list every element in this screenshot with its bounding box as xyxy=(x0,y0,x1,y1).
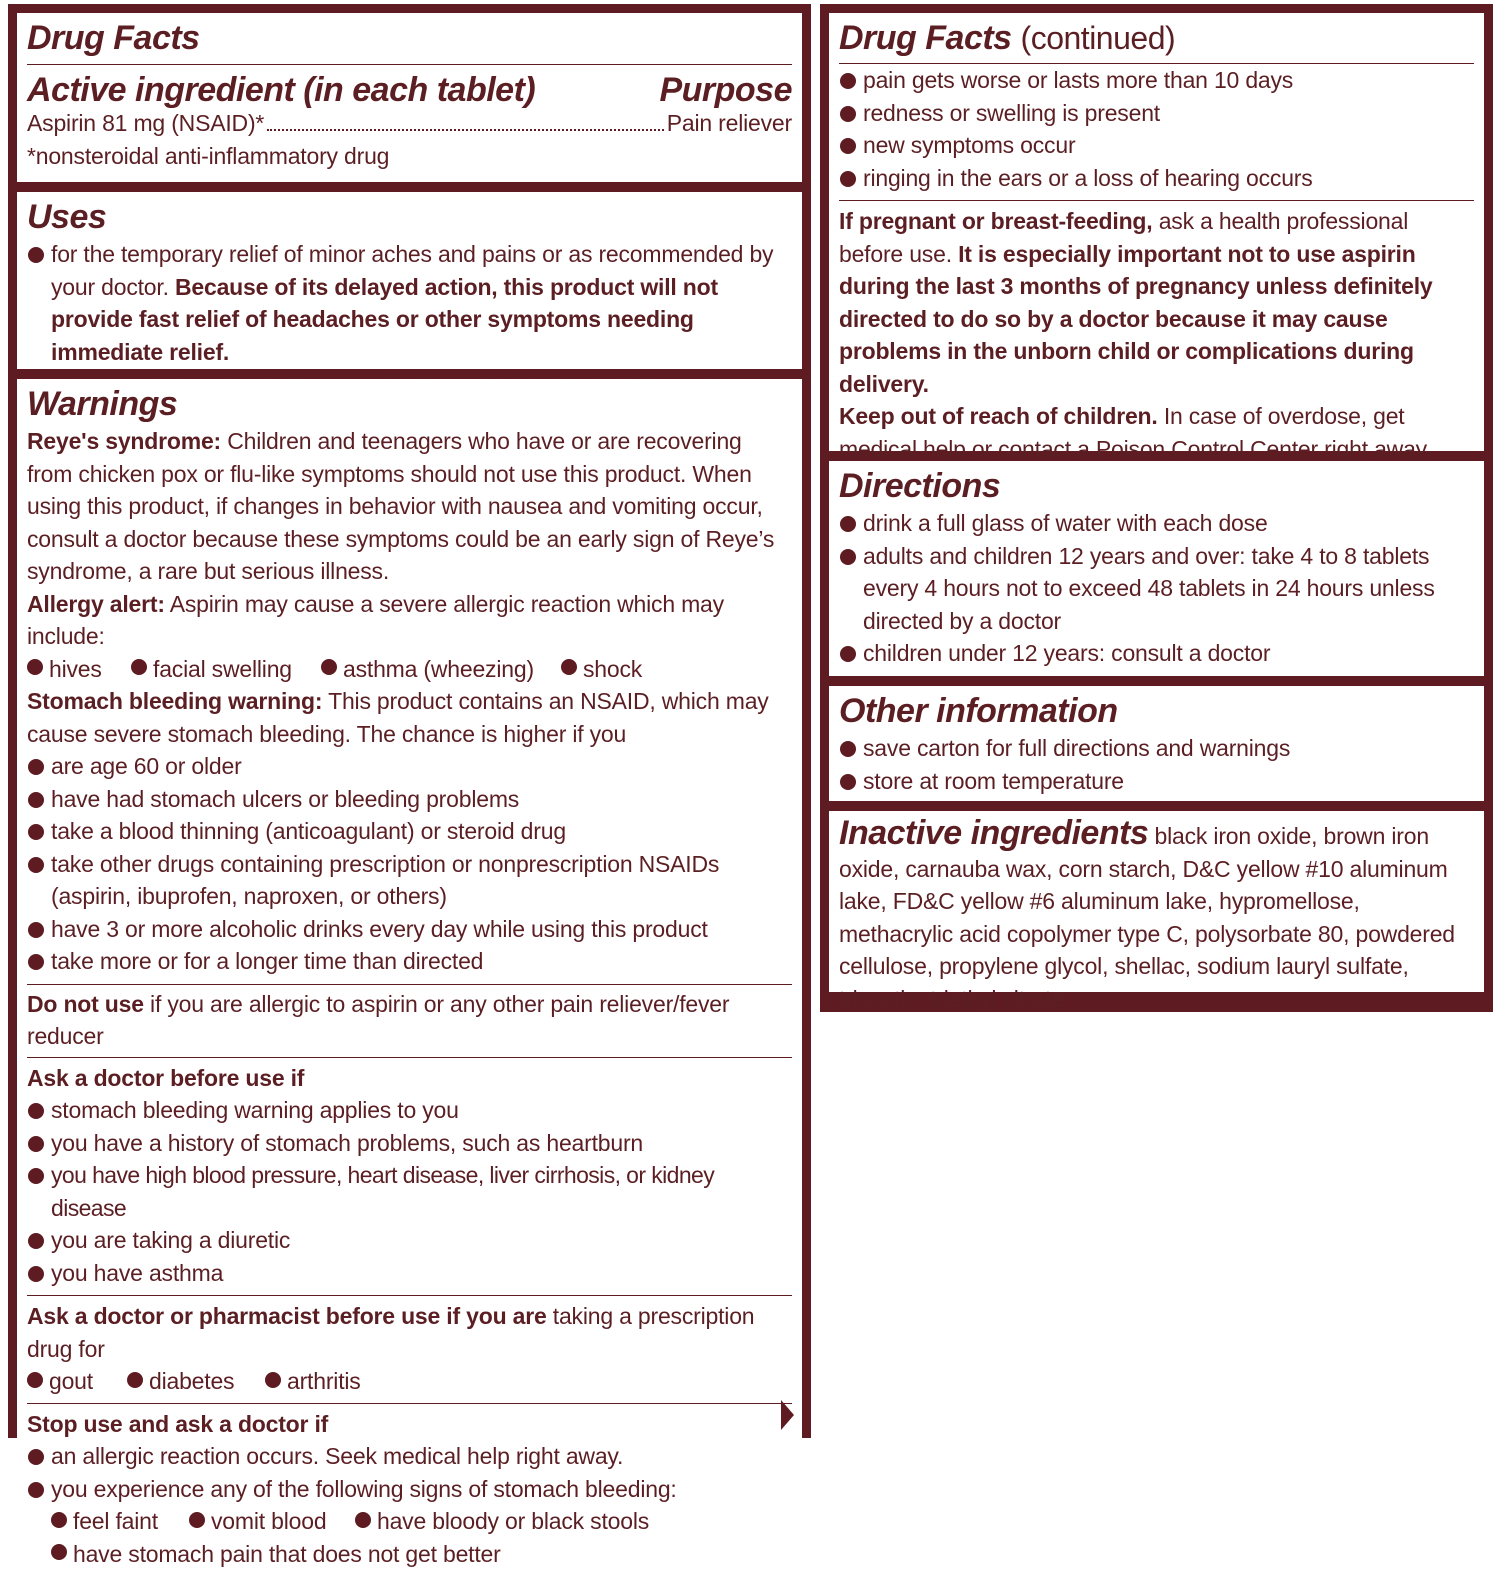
uses-item-bold: Because of its delayed action, this product will not provide fast relief of headaches or other symptoms needing immediate relief. xyxy=(51,274,718,365)
list-item xyxy=(27,1257,792,1290)
stomach-paragraph xyxy=(27,685,792,750)
ask-pharmacist-item: arthritis xyxy=(287,1365,361,1398)
list-item xyxy=(839,129,1474,162)
reye-text: Children and teenagers who have or are recovering from chicken pox or flu-like symptoms should not use this product. When using this product, if changes in behavior with nausea and vomiting occur, consult a doctor because these symptoms could be an early sign of Reye’s syndrome, a rare but serious illness. xyxy=(27,428,774,584)
ask-doctor-item: stomach bleeding warning applies to you xyxy=(51,1097,459,1123)
bullet-icon xyxy=(840,646,856,662)
bullet-icon xyxy=(131,659,147,675)
stomach-item: have had stomach ulcers or bleeding problems xyxy=(51,786,519,812)
ask-doctor-item: you have high blood pressure, heart disease, liver cirrhosis, or kidney disease xyxy=(51,1162,714,1221)
stop-use-item: new symptoms occur xyxy=(863,132,1075,158)
ask-pharmacist-item: gout xyxy=(49,1365,93,1398)
bullet-icon xyxy=(561,659,577,675)
warnings-box xyxy=(17,379,802,1440)
allergy-item: shock xyxy=(583,653,642,686)
continue-arrow-icon xyxy=(781,1400,794,1430)
list-item xyxy=(839,97,1474,130)
list-item xyxy=(27,1224,792,1257)
list-item xyxy=(27,913,792,946)
allergy-paragraph xyxy=(27,588,792,653)
stomach-item: take a blood thinning (anticoagulant) or steroid drug xyxy=(51,818,566,844)
keep-out-text: In case of overdose, get medical help or contact a Poison Control Center right away. xyxy=(839,403,1431,462)
inactive-ingredients-box xyxy=(829,811,1484,992)
bullet-icon xyxy=(355,1512,371,1528)
directions-box xyxy=(829,461,1484,676)
ingredient-footnote: *nonsteroidal anti-inflammatory drug xyxy=(27,140,792,173)
stop-use-sublist xyxy=(27,1538,792,1570)
pregnancy-bold: It is especially important not to use aspirin during the last 3 months of pregnancy unless definitely directed to do so by a doctor because it may cause problems in the unborn child or complications during delivery. xyxy=(839,241,1432,397)
list-item xyxy=(27,1473,792,1506)
pregnancy-paragraph xyxy=(839,205,1474,400)
do-not-use-label: Do not use xyxy=(27,991,144,1017)
inactive-ingredients-text: black iron oxide, brown iron oxide, carnauba wax, corn starch, D&C yellow #10 aluminum lake, FD&C yellow #6 aluminum lake, hypromellose, methacrylic acid copolymer type C, polysorbate 80, powdered cellulose, propylene glycol, shellac, sodium lauryl sulfate, triacetin, triethyl citrate xyxy=(839,823,1455,1012)
bullet-icon xyxy=(28,1266,44,1282)
list-item xyxy=(839,507,1474,540)
bullet-icon xyxy=(28,1449,44,1465)
inactive-ingredients-paragraph xyxy=(839,817,1474,1015)
bullet-icon xyxy=(28,1233,44,1249)
uses-item-text: for the temporary relief of minor aches and pains or as recommended by your doctor. xyxy=(51,241,773,300)
directions-item: adults and children 12 years and over: take 4 to 8 tablets every 4 hours not to exceed 48 tablets in 24 hours unless directed by a doctor xyxy=(863,543,1435,634)
stop-use-subitem: have stomach pain that does not get better xyxy=(73,1538,501,1570)
active-ingredient-box xyxy=(17,13,802,182)
stop-use-subitem: feel faint xyxy=(73,1505,158,1538)
allergy-item: hives xyxy=(49,653,102,686)
bullet-icon xyxy=(28,857,44,873)
stomach-label: Stomach bleeding warning: xyxy=(27,688,322,714)
uses-box xyxy=(17,192,802,369)
allergy-text: Aspirin may cause a severe allergic reaction which may include: xyxy=(27,591,724,650)
bullet-icon xyxy=(840,516,856,532)
drug-facts-right-panel xyxy=(820,4,1493,1012)
keep-out-label: Keep out of reach of children. xyxy=(839,403,1158,429)
pregnancy-text: ask a health professional before use. xyxy=(839,208,1408,267)
bullet-icon xyxy=(840,171,856,187)
bullet-icon xyxy=(321,659,337,675)
stop-use-subitem: vomit blood xyxy=(211,1505,326,1538)
list-item xyxy=(27,1127,792,1160)
list-item xyxy=(27,750,792,783)
list-item xyxy=(839,732,1474,765)
stop-use-item: an allergic reaction occurs. Seek medical help right away. xyxy=(51,1443,623,1469)
bullet-icon xyxy=(28,247,44,263)
directions-heading: Directions xyxy=(839,465,1474,507)
bullet-icon xyxy=(28,792,44,808)
continued-box xyxy=(829,13,1484,451)
bullet-icon xyxy=(840,741,856,757)
active-ingredient-heading: Active ingredient (in each tablet) xyxy=(27,69,535,111)
bullet-icon xyxy=(189,1512,205,1528)
ask-pharmacist-item: diabetes xyxy=(149,1365,234,1398)
warnings-heading: Warnings xyxy=(27,383,792,425)
allergy-item: facial swelling xyxy=(153,653,292,686)
bullet-icon xyxy=(840,106,856,122)
list-item xyxy=(839,540,1474,638)
list-item xyxy=(27,815,792,848)
stop-use-sublist xyxy=(27,1505,792,1538)
drug-facts-title: Drug Facts xyxy=(27,17,792,59)
bullet-icon xyxy=(27,1372,43,1388)
inactive-ingredients-heading: Inactive ingredients xyxy=(839,814,1148,852)
list-item xyxy=(27,1094,792,1127)
allergy-item: asthma (wheezing) xyxy=(343,653,534,686)
bullet-icon xyxy=(28,1168,44,1184)
list-item xyxy=(839,637,1474,670)
stop-use-heading: Stop use and ask a doctor if xyxy=(27,1408,792,1441)
bullet-icon xyxy=(265,1372,281,1388)
bullet-icon xyxy=(28,954,44,970)
stop-use-item: pain gets worse or lasts more than 10 days xyxy=(863,67,1293,93)
ask-pharmacist-list xyxy=(27,1365,792,1398)
ask-pharmacist-text: taking a prescription drug for xyxy=(27,1303,754,1362)
directions-item: drink a full glass of water with each dose xyxy=(863,510,1268,536)
bullet-icon xyxy=(840,73,856,89)
stop-use-item: redness or swelling is present xyxy=(863,100,1160,126)
stop-use-item: you experience any of the following signs of stomach bleeding: xyxy=(51,1476,677,1502)
list-item xyxy=(839,162,1474,195)
bullet-icon xyxy=(127,1372,143,1388)
other-information-box xyxy=(829,686,1484,801)
bullet-icon xyxy=(840,138,856,154)
bullet-icon xyxy=(28,824,44,840)
list-item xyxy=(839,765,1474,798)
bullet-icon xyxy=(28,1136,44,1152)
bullet-icon xyxy=(51,1512,67,1528)
ask-doctor-heading: Ask a doctor before use if xyxy=(27,1062,792,1095)
keep-out-paragraph xyxy=(839,400,1474,465)
stomach-item: are age 60 or older xyxy=(51,753,242,779)
reye-label: Reye's syndrome: xyxy=(27,428,221,454)
stomach-item: take more or for a longer time than directed xyxy=(51,948,483,974)
list-item xyxy=(27,1159,792,1224)
ask-pharmacist xyxy=(27,1300,792,1365)
do-not-use xyxy=(27,988,792,1053)
stomach-item: have 3 or more alcoholic drinks every day while using this product xyxy=(51,916,708,942)
ingredient-name: Aspirin 81 mg (NSAID)* xyxy=(27,107,264,140)
continued-title-text: Drug Facts xyxy=(839,19,1012,57)
ask-pharmacist-label: Ask a doctor or pharmacist before use if you are xyxy=(27,1303,547,1329)
reye-paragraph xyxy=(27,425,792,588)
stop-use-item: ringing in the ears or a loss of hearing occurs xyxy=(863,165,1313,191)
bullet-icon xyxy=(840,774,856,790)
other-information-heading: Other information xyxy=(839,690,1474,732)
bullet-icon xyxy=(28,1103,44,1119)
purpose-heading: Purpose xyxy=(659,69,792,111)
directions-item: children under 12 years: consult a doctor xyxy=(863,640,1270,666)
bullet-icon xyxy=(28,1482,44,1498)
ingredient-purpose: Pain reliever xyxy=(667,107,792,140)
bullet-icon xyxy=(28,922,44,938)
do-not-use-text: if you are allergic to aspirin or any other pain reliever/fever reducer xyxy=(27,991,729,1050)
bullet-icon xyxy=(840,549,856,565)
list-item xyxy=(27,783,792,816)
list-item xyxy=(839,64,1474,97)
allergy-label: Allergy alert: xyxy=(27,591,165,617)
continued-title xyxy=(839,17,1474,59)
bullet-icon xyxy=(51,1544,67,1560)
stomach-text: This product contains an NSAID, which may cause severe stomach bleeding. The chance is higher if you xyxy=(27,688,769,747)
stop-use-subitem: have bloody or black stools xyxy=(377,1505,649,1538)
leader-dots xyxy=(267,129,664,131)
list-item xyxy=(27,848,792,913)
other-information-item: save carton for full directions and warnings xyxy=(863,735,1290,761)
uses-heading: Uses xyxy=(27,196,792,238)
bullet-icon xyxy=(28,759,44,775)
list-item xyxy=(27,1440,792,1473)
ask-doctor-item: you have asthma xyxy=(51,1260,223,1286)
ask-doctor-item: you are taking a diuretic xyxy=(51,1227,290,1253)
list-item xyxy=(27,238,792,368)
drug-facts-left-panel xyxy=(8,4,811,1438)
list-item xyxy=(27,945,792,978)
ask-doctor-item: you have a history of stomach problems, such as heartburn xyxy=(51,1130,643,1156)
stomach-item: take other drugs containing prescription or nonprescription NSAIDs (aspirin, ibuprofen, naproxen, or others) xyxy=(51,851,719,910)
other-information-item: store at room temperature xyxy=(863,768,1124,794)
allergy-list xyxy=(27,653,792,686)
pregnancy-label: If pregnant or breast-feeding, xyxy=(839,208,1152,234)
continued-suffix: (continued) xyxy=(1021,20,1176,56)
bullet-icon xyxy=(27,659,43,675)
